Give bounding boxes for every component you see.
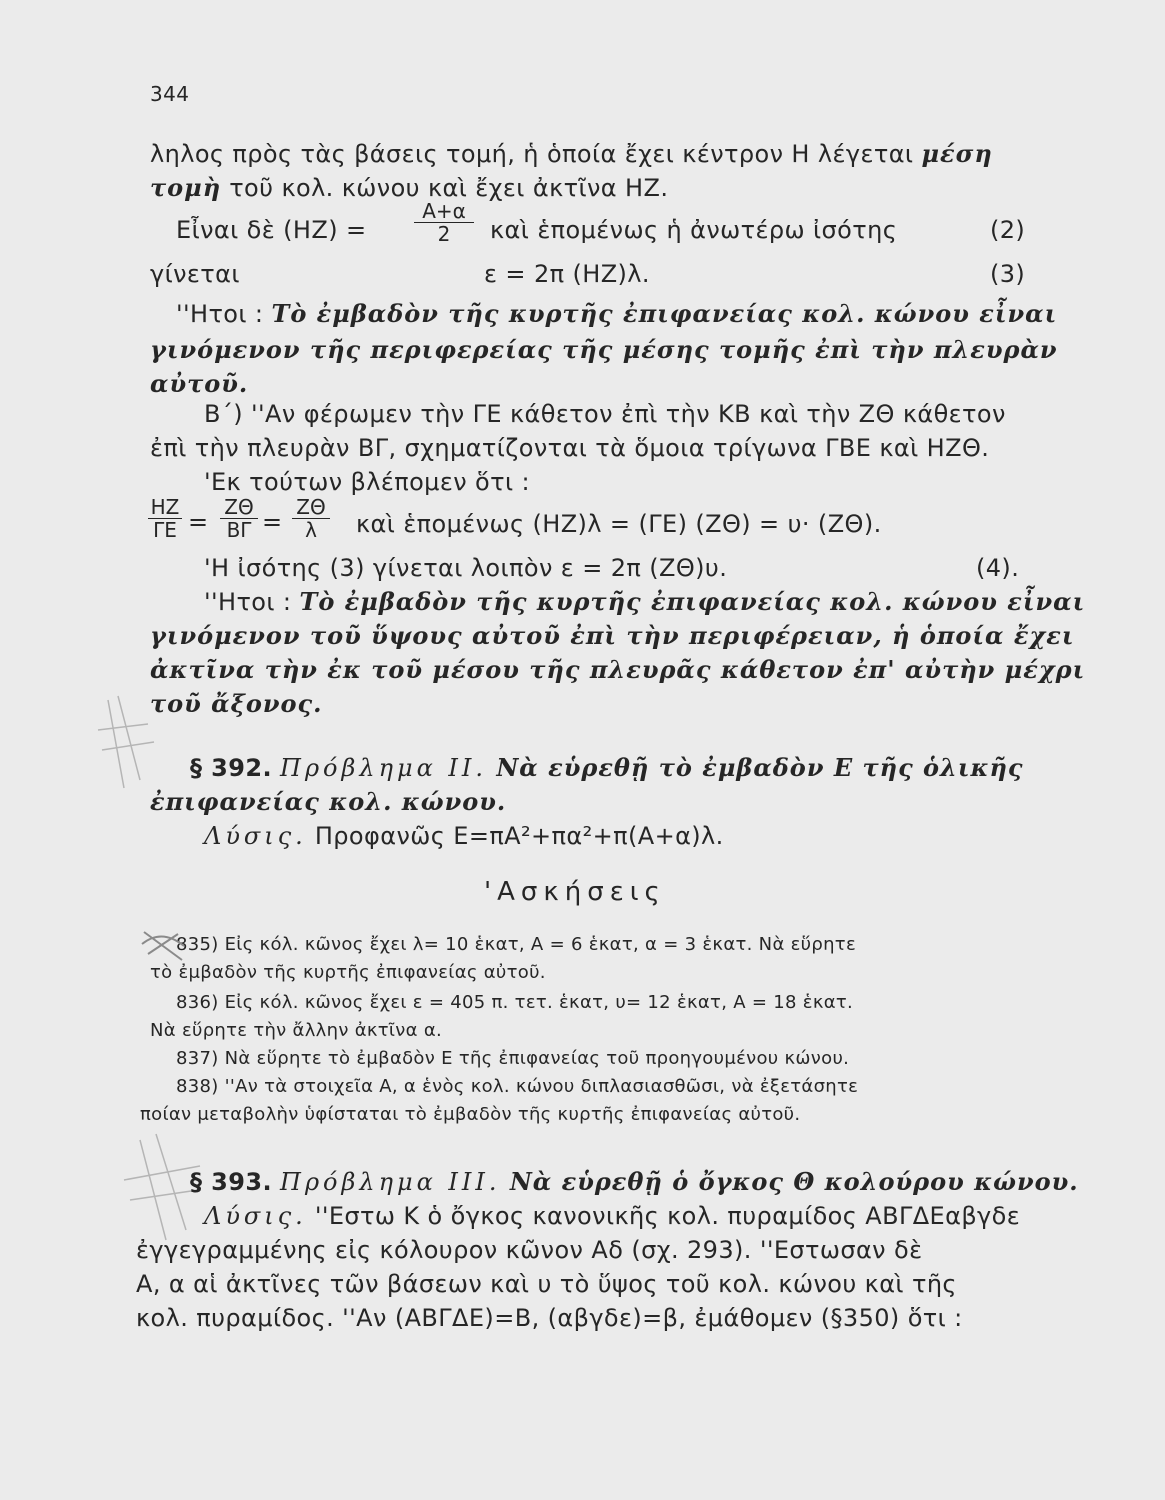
exercise-835-cont: τὸ ἐμβαδὸν τῆς κυρτῆς ἐπιφανείας αὐτοῦ. <box>150 962 546 983</box>
pencil-scribble-icon <box>138 924 188 968</box>
fraction-zth-over-bg <box>220 496 258 541</box>
section-label: Πρόβλημα ΙΙ. <box>280 754 487 782</box>
text-span: ''Ητοι : <box>176 300 272 328</box>
text-line: καὶ ἑπομένως (ΗΖ)λ = (ΓΕ) (ΖΘ) = υ· (ΖΘ). <box>356 510 882 538</box>
solution-label: Λύσις. <box>204 822 307 850</box>
emphasis-text: μέση <box>921 139 993 168</box>
exercise-838-cont: ποίαν μεταβολὴν ὑφίσταται τὸ ἐμβαδὸν τῆς κυρτῆς ἐπιφανείας αὐτοῦ. <box>140 1104 801 1125</box>
text-line: Εἶναι δὲ (ΗΖ) = <box>176 216 367 244</box>
text-line: καὶ ἑπομένως ἡ ἀνωτέρω ἰσότης <box>490 216 898 244</box>
fraction-a-plus-alpha-over-2 <box>414 200 474 245</box>
solution-label: Λύσις. <box>204 1202 307 1230</box>
equation-number: (4). <box>976 554 1020 582</box>
fraction-zth-over-lambda <box>292 496 330 541</box>
exercise-837: 837) Νὰ εὕρητε τὸ ἐμβαδὸν Ε τῆς ἐπιφανείας τοῦ προηγουμένου κώνου. <box>176 1048 850 1069</box>
exercises-heading: 'Ασκήσεις <box>484 877 666 907</box>
text-line: Α, α αἱ ἀκτῖνες τῶν βάσεων καὶ υ τὸ ὕψος τοῦ κολ. κώνου καὶ τῆς <box>136 1270 957 1298</box>
text-line: Β΄) ''Αν φέρωμεν τὴν ΓΕ κάθετον ἐπὶ τὴν ΚΒ καὶ τὴν ΖΘ κάθετον <box>204 400 1006 428</box>
section-title: ἐπιφανείας κολ. κώνου. <box>150 787 507 816</box>
solution-text: Προφανῶς Ε=πΑ²+πα²+π(Α+α)λ. <box>306 822 724 850</box>
text-line: 'Εκ τούτων βλέπομεν ὅτι : <box>204 468 531 496</box>
text-line: κολ. πυραμίδος. ''Αν (ΑΒΓΔΕ)=Β, (αβγδε)=β, ἐμάθομεν (§350) ὅτι : <box>136 1304 963 1332</box>
text-line <box>176 298 1057 330</box>
solution-line <box>204 1200 1020 1232</box>
equals-sign: = <box>262 508 283 536</box>
fraction-numerator: ΖΘ <box>292 496 330 519</box>
theorem-text: αὐτοῦ. <box>150 369 249 398</box>
text-line: ἐγγεγραμμένης εἰς κόλουρον κῶνον Αδ (σχ. 293). ''Εστωσαν δὲ <box>136 1236 923 1264</box>
text-line: γίνεται <box>150 260 240 288</box>
fraction-numerator: ΗΖ <box>148 496 182 519</box>
theorem-text: γινόμενον τοῦ ὕψους αὐτοῦ ἐπὶ τὴν περιφέρειαν, ἡ ὁποία ἔχει <box>150 621 1075 650</box>
exercise-838: 838) ''Αν τὰ στοιχεῖα Α, α ἑνὸς κολ. κώνου διπλασιασθῶσι, νὰ ἐξετάσητε <box>176 1076 859 1097</box>
fraction-denominator: ΓΕ <box>153 518 177 542</box>
exercise-836-cont: Νὰ εὕρητε τὴν ἄλλην ἀκτῖνα α. <box>150 1020 443 1041</box>
emphasis-text: τομὴ <box>150 173 222 202</box>
exercise-836: 836) Εἰς κόλ. κῶνος ἔχει ε = 405 π. τετ. ἑκατ, υ= 12 ἑκατ, Α = 18 ἑκατ. <box>176 992 854 1013</box>
section-392-heading <box>190 752 1024 784</box>
fraction-denominator: λ <box>305 518 317 542</box>
equation-number: (2) <box>990 216 1026 244</box>
text-line: 'Η ἰσότης (3) γίνεται λοιπὸν ε = 2π (ΖΘ)υ. <box>204 554 728 582</box>
equals-sign: = <box>188 508 209 536</box>
fraction-numerator: Α+α <box>414 200 474 223</box>
solution-text: ''Εστω Κ ὁ ὄγκος κανονικῆς κολ. πυραμίδος ΑΒΓΔΕαβγδε <box>306 1202 1021 1230</box>
text-line: ἐπὶ τὴν πλευρὰν ΒΓ, σχηματίζονται τὰ ὅμοια τρίγωνα ΓΒΕ καὶ ΗΖΘ. <box>150 434 990 462</box>
text-line <box>150 172 668 204</box>
equation: ε = 2π (ΗΖ)λ. <box>484 260 650 288</box>
text-span: ληλος πρὸς τὰς βάσεις τομή, ἡ ὁποία ἔχει κέντρον Η λέγεται <box>150 140 922 168</box>
theorem-text: γινόμενον τῆς περιφερείας τῆς μέσης τομῆς ἐπὶ τὴν πλευρὰν <box>150 335 1058 364</box>
text-line <box>204 586 1085 618</box>
exercise-835: 835) Εἰς κόλ. κῶνος ἔχει λ= 10 ἑκατ, Α = 6 ἑκατ, α = 3 ἑκατ. Νὰ εὕρητε <box>176 934 856 955</box>
theorem-text: τοῦ ἄξονος. <box>150 689 323 718</box>
fraction-denominator: ΒΓ <box>226 518 252 542</box>
theorem-text: ἀκτῖνα τὴν ἐκ τοῦ μέσου τῆς πλευρᾶς κάθετον ἐπ' αὐτὴν μέχρι <box>150 655 1086 684</box>
theorem-text: Τὸ ἐμβαδὸν τῆς κυρτῆς ἐπιφανείας κολ. κώνου εἶναι <box>299 587 1086 616</box>
solution-line <box>204 820 724 852</box>
text-span: ''Ητοι : <box>204 588 300 616</box>
section-label: Πρόβλημα ΙΙΙ. <box>280 1168 501 1196</box>
text-span: τοῦ κολ. κώνου καὶ ἔχει ἀκτῖνα ΗΖ. <box>221 174 669 202</box>
section-393-heading <box>190 1166 1079 1198</box>
section-title: Νὰ εὑρεθῇ τὸ ἐμβαδὸν Ε τῆς ὁλικῆς <box>487 753 1024 782</box>
section-number: § 393. <box>190 1168 272 1196</box>
text-line <box>150 138 993 170</box>
section-title: Νὰ εὑρεθῇ ὁ ὄγκος Θ κολούρου κώνου. <box>500 1167 1079 1196</box>
equation-number: (3) <box>990 260 1026 288</box>
fraction-denominator: 2 <box>437 222 451 246</box>
theorem-text: Τὸ ἐμβαδὸν τῆς κυρτῆς ἐπιφανείας κολ. κώνου εἶναι <box>271 299 1058 328</box>
page-number: 344 <box>150 82 190 106</box>
fraction-hz-over-ge <box>148 496 182 541</box>
section-number: § 392. <box>190 754 272 782</box>
pencil-mark-icon <box>88 690 160 800</box>
fraction-numerator: ΖΘ <box>220 496 258 519</box>
